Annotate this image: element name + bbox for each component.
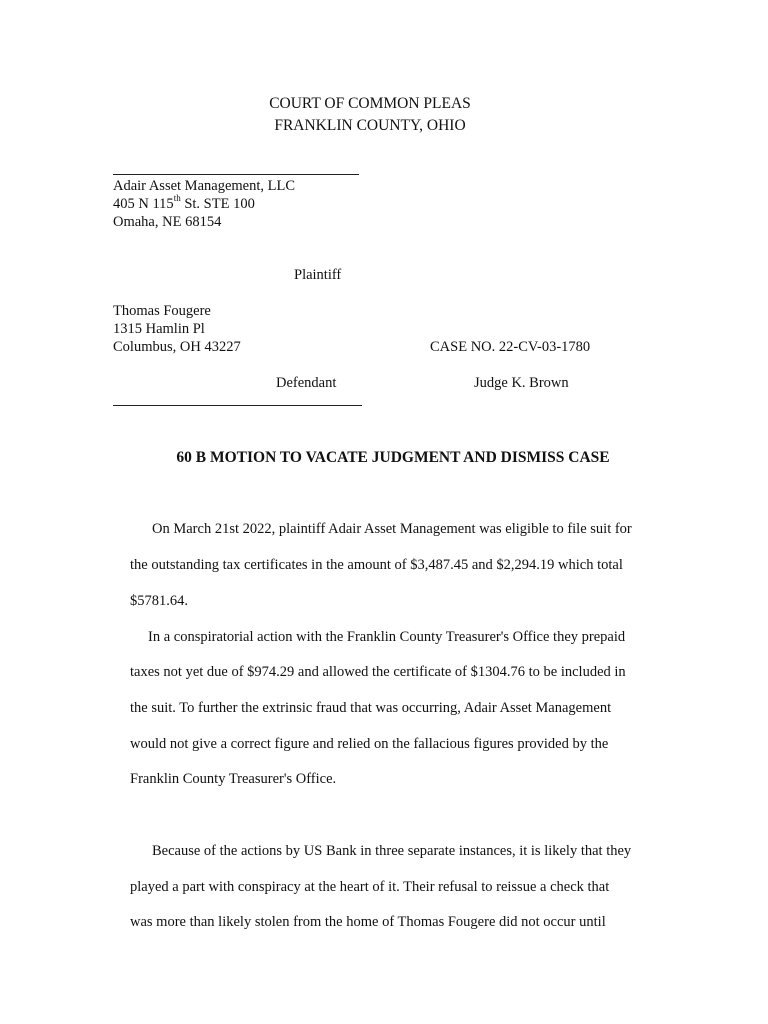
caption-bottom-rule (113, 405, 362, 406)
defendant-label: Defendant (276, 375, 337, 391)
body-line: the outstanding tax certificates in the amount of $3,487.45 and $2,294.19 which total (130, 557, 623, 573)
defendant-address-line1: 1315 Hamlin Pl (113, 321, 205, 337)
case-number: CASE NO. 22-CV-03-1780 (430, 339, 591, 355)
body-line: taxes not yet due of $974.29 and allowed the certificate of $1304.76 to be included in (130, 664, 626, 680)
body-line: played a part with conspiracy at the heart of it. Their refusal to reissue a check that (130, 879, 610, 895)
body-line: the suit. To further the extrinsic fraud that was occurring, Adair Asset Management (130, 700, 612, 716)
body-line: In a conspiratorial action with the Franklin County Treasurer's Office they prepaid (148, 629, 626, 645)
defendant-name: Thomas Fougere (113, 303, 211, 319)
judge-name: Judge K. Brown (474, 375, 569, 391)
defendant-address-line2: Columbus, OH 43227 (113, 339, 241, 355)
court-county: FRANKLIN COUNTY, OHIO (274, 117, 466, 134)
court-name: COURT OF COMMON PLEAS (269, 95, 471, 112)
body-line: Because of the actions by US Bank in three separate instances, it is likely that they (152, 843, 632, 859)
body-line: would not give a correct figure and relied on the fallacious figures provided by the (130, 736, 609, 752)
body-line: was more than likely stolen from the home of Thomas Fougere did not occur until (130, 914, 606, 930)
body-line: $5781.64. (130, 593, 188, 609)
plaintiff-label: Plaintiff (294, 267, 342, 283)
body-line: On March 21st 2022, plaintiff Adair Asset Management was eligible to file suit for (152, 521, 632, 537)
caption-top-rule (113, 174, 359, 175)
plaintiff-name: Adair Asset Management, LLC (113, 178, 296, 194)
body-line: Franklin County Treasurer's Office. (130, 771, 337, 787)
motion-title: 60 B MOTION TO VACATE JUDGMENT AND DISMISS CASE (176, 449, 610, 466)
plaintiff-address-line2: Omaha, NE 68154 (113, 214, 222, 230)
plaintiff-address-line1: 405 N 115th St. STE 100 (113, 193, 255, 212)
